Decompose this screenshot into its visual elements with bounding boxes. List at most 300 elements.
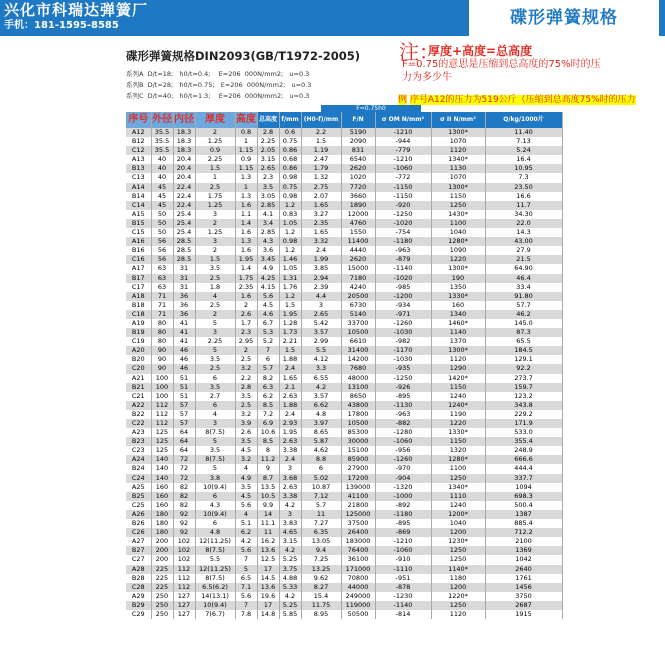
table-cell: 2.1 <box>279 383 301 392</box>
table-cell: 43.00 <box>485 237 562 246</box>
table-cell: 5.6 <box>235 546 257 555</box>
table-cell: 112 <box>151 410 173 419</box>
table-cell: -772 <box>375 173 431 182</box>
table-cell: 5.25 <box>279 601 301 610</box>
table-cell: 2 <box>195 246 235 255</box>
table-cell: 46 <box>173 346 195 355</box>
table-cell: 72 <box>173 455 195 464</box>
table-cell: 100 <box>151 392 173 401</box>
table-cell: 7720 <box>341 183 375 192</box>
table-cell: 1.15 <box>235 164 257 173</box>
table-cell: 102 <box>173 537 195 546</box>
table-cell: 48000 <box>341 374 375 383</box>
row-serial-cell: B15 <box>126 219 151 228</box>
table-cell: 225 <box>151 565 173 574</box>
row-serial-cell: A13 <box>126 155 151 164</box>
table-cell: 2.5 <box>235 401 257 410</box>
table-cell: 1340* <box>431 483 485 492</box>
table-cell: 82 <box>173 483 195 492</box>
table-cell: 8.2 <box>257 374 279 383</box>
table-cell: 885.4 <box>485 519 562 528</box>
table-cell: -944 <box>375 137 431 146</box>
table-cell: 1.19 <box>301 146 341 155</box>
table-cell: 0.68 <box>279 155 301 164</box>
company-name: 兴化市科瑞达弹簧厂 <box>4 1 149 19</box>
table-cell: 160 <box>151 501 173 510</box>
table-cell: 7.2 <box>257 410 279 419</box>
table-cell: 1.3 <box>235 173 257 182</box>
table-cell: 23.50 <box>485 183 562 192</box>
header-cell: 序号 <box>126 112 151 128</box>
table-cell: 2.63 <box>279 437 301 446</box>
table-cell: 40 <box>151 164 173 173</box>
table-cell: 249000 <box>341 592 375 601</box>
note-example <box>398 92 636 105</box>
table-cell: 5.5 <box>301 346 341 355</box>
header-cell: 内径 <box>173 112 195 128</box>
table-cell: 225 <box>151 574 173 583</box>
table-cell: 8.5 <box>257 437 279 446</box>
table-cell: 11 <box>301 510 341 519</box>
table-cell: 12000 <box>341 210 375 219</box>
table-cell: 8.8 <box>301 455 341 464</box>
table-cell: -878 <box>375 583 431 592</box>
table-cell: 70800 <box>341 574 375 583</box>
table-cell: 6730 <box>341 301 375 310</box>
table-cell: 4 <box>235 464 257 473</box>
table-cell: 1 <box>195 173 235 182</box>
note-formula: 厚度+高度=总高度 <box>428 44 533 58</box>
table-cell: 17 <box>257 601 279 610</box>
table-cell: 1042 <box>485 555 562 564</box>
table-cell: 2.75 <box>301 183 341 192</box>
row-serial-cell: B12 <box>126 137 151 146</box>
table-cell: 1.76 <box>279 283 301 292</box>
table-cell: 2.95 <box>235 337 257 346</box>
table-cell: 125 <box>151 428 173 437</box>
table-cell: 5.25 <box>279 555 301 564</box>
table-cell: 200 <box>151 555 173 564</box>
row-serial-cell: A21 <box>126 374 151 383</box>
table-cell: 4440 <box>341 246 375 255</box>
table-cell: 22.4 <box>173 183 195 192</box>
table-cell: 3.05 <box>257 192 279 201</box>
table-cell: -963 <box>375 246 431 255</box>
table-row <box>126 401 562 410</box>
table-cell: 1250 <box>431 546 485 555</box>
table-cell: 51 <box>173 383 195 392</box>
row-serial-cell: B16 <box>126 246 151 255</box>
table-cell: 5.6 <box>257 292 279 301</box>
row-serial-cell: B24 <box>126 464 151 473</box>
table-cell: 8650 <box>341 392 375 401</box>
table-cell: 34.30 <box>485 210 562 219</box>
table-cell: 2.5 <box>195 364 235 373</box>
table-cell: 1915 <box>485 610 562 619</box>
table-cell: 57 <box>173 419 195 428</box>
table-cell: 1330* <box>431 428 485 437</box>
row-serial-cell: C15 <box>126 228 151 237</box>
table-cell: 1.3 <box>235 192 257 201</box>
table-row <box>126 346 562 355</box>
table-cell: 5.5 <box>195 555 235 564</box>
table-cell: 14200 <box>341 355 375 364</box>
table-row <box>126 374 562 383</box>
table-cell: 3750 <box>485 592 562 601</box>
table-cell: 3 <box>279 464 301 473</box>
table-cell: 4.5 <box>235 492 257 501</box>
table-cell: 18.3 <box>173 128 195 137</box>
table-cell: 26400 <box>341 528 375 537</box>
row-serial-cell: C19 <box>126 337 151 346</box>
table-cell: 63 <box>151 264 173 273</box>
table-cell: 11400 <box>341 237 375 246</box>
table-cell: -920 <box>375 201 431 210</box>
table-row <box>126 565 562 574</box>
table-cell: 10(9.4) <box>195 601 235 610</box>
table-cell: 343.8 <box>485 401 562 410</box>
table-row <box>126 137 562 146</box>
table-cell: 1230* <box>431 537 485 546</box>
table-cell: 200 <box>151 546 173 555</box>
table-cell: 1200 <box>431 583 485 592</box>
row-serial-cell: B18 <box>126 301 151 310</box>
table-cell: -1110 <box>375 565 431 574</box>
table-row <box>126 583 562 592</box>
table-cell: 9.9 <box>257 501 279 510</box>
table-cell: 7180 <box>341 274 375 283</box>
row-serial-cell: C12 <box>126 146 151 155</box>
table-cell: 2.25 <box>195 155 235 164</box>
table-cell: 3.5 <box>257 183 279 192</box>
row-serial-cell: A17 <box>126 264 151 273</box>
table-cell: 3.57 <box>301 328 341 337</box>
table-cell: 698.3 <box>485 492 562 501</box>
table-cell: 6.7 <box>257 319 279 328</box>
table-cell: 250 <box>151 592 173 601</box>
table-row <box>126 219 562 228</box>
table-cell: 1.95 <box>279 428 301 437</box>
table-cell: 273.7 <box>485 374 562 383</box>
table-cell: 2.6 <box>235 428 257 437</box>
table-cell: 8.65 <box>301 428 341 437</box>
row-serial-cell: C27 <box>126 555 151 564</box>
table-cell: 0.98 <box>279 237 301 246</box>
table-cell: 57 <box>173 410 195 419</box>
table-cell: 3 <box>301 301 341 310</box>
table-cell: 2 <box>235 346 257 355</box>
table-cell: 3.15 <box>257 155 279 164</box>
table-cell: 6.2 <box>235 528 257 537</box>
table-cell: 6.2 <box>257 392 279 401</box>
table-cell: 1460* <box>431 319 485 328</box>
table-cell: 22.0 <box>485 219 562 228</box>
table-row <box>126 183 562 192</box>
table-cell: 127 <box>173 610 195 619</box>
table-cell: 1.1 <box>235 210 257 219</box>
table-cell: 2.25 <box>257 137 279 146</box>
table-cell: -1280 <box>375 428 431 437</box>
table-cell: 56 <box>151 255 173 264</box>
table-cell: 1.25 <box>195 201 235 210</box>
table-row <box>126 474 562 483</box>
table-cell: 0.98 <box>279 173 301 182</box>
table-cell: 3.5 <box>195 383 235 392</box>
table-cell: 1.99 <box>301 255 341 264</box>
table-cell: 2100 <box>485 537 562 546</box>
table-cell: 140 <box>151 474 173 483</box>
table-cell: 1130 <box>431 164 485 173</box>
table-cell: -970 <box>375 464 431 473</box>
row-serial-cell: C20 <box>126 364 151 373</box>
table-cell: 2 <box>235 301 257 310</box>
table-cell: 4.9 <box>235 474 257 483</box>
table-cell: 6.5(6.2) <box>195 583 235 592</box>
table-cell: 8.95 <box>301 610 341 619</box>
table-cell: 3.38 <box>279 492 301 501</box>
table-cell: 2.5 <box>195 274 235 283</box>
table-header-row <box>126 112 562 128</box>
table-cell: 200 <box>151 537 173 546</box>
table-cell: -1230 <box>375 592 431 601</box>
table-cell: 7.27 <box>301 519 341 528</box>
table-cell: 1.31 <box>279 274 301 283</box>
table-cell: -1180 <box>375 510 431 519</box>
row-serial-cell: B25 <box>126 492 151 501</box>
table-cell: 20.4 <box>173 155 195 164</box>
table-cell: 1250 <box>431 201 485 210</box>
table-cell: 36 <box>173 292 195 301</box>
table-cell: 22.4 <box>173 192 195 201</box>
table-cell: 3.8 <box>195 474 235 483</box>
note-label: 注： <box>399 40 439 64</box>
row-serial-cell: A14 <box>126 183 151 192</box>
table-cell: 2.3 <box>235 328 257 337</box>
table-cell: -956 <box>375 446 431 455</box>
table-cell: 8(7.5) <box>195 455 235 464</box>
table-cell: 1.73 <box>279 328 301 337</box>
table-cell: 4.2 <box>279 501 301 510</box>
table-cell: 12(11.25) <box>195 565 235 574</box>
row-serial-cell: B19 <box>126 328 151 337</box>
table-cell: -1250 <box>375 374 431 383</box>
table-cell: -1150 <box>375 183 431 192</box>
table-cell: 8(7.5) <box>195 428 235 437</box>
table-cell: 2.85 <box>257 201 279 210</box>
table-cell: 2.05 <box>257 146 279 155</box>
table-cell: 1.95 <box>235 255 257 264</box>
table-cell: 1040 <box>431 228 485 237</box>
table-cell: 3.57 <box>301 392 341 401</box>
document-title: 碟形弹簧规格DIN2093(GB/T1972-2005) <box>126 49 361 63</box>
table-cell: 71 <box>151 310 173 319</box>
table-cell: -1260 <box>375 455 431 464</box>
table-cell: 7 <box>235 555 257 564</box>
row-serial-cell: A20 <box>126 346 151 355</box>
table-cell: 3.15 <box>279 537 301 546</box>
table-cell: 7.8 <box>235 610 257 619</box>
table-cell: 1280* <box>431 455 485 464</box>
table-cell: 46.2 <box>485 310 562 319</box>
table-cell: 1140 <box>431 328 485 337</box>
table-cell: 2.4 <box>301 246 341 255</box>
row-serial-cell: B22 <box>126 410 151 419</box>
table-cell: 28.5 <box>173 255 195 264</box>
row-serial-cell: A23 <box>126 428 151 437</box>
table-cell: 82 <box>173 492 195 501</box>
table-cell: 102 <box>173 555 195 564</box>
table-cell: -895 <box>375 392 431 401</box>
table-cell: 1.6 <box>235 228 257 237</box>
table-cell: 27900 <box>341 464 375 473</box>
table-cell: 533.0 <box>485 428 562 437</box>
table-cell: 4.15 <box>257 283 279 292</box>
table-cell: 10(9.4) <box>195 510 235 519</box>
table-cell: 51 <box>173 392 195 401</box>
table-cell: 1220 <box>431 255 485 264</box>
row-serial-cell: B28 <box>126 574 151 583</box>
table-cell: 5 <box>195 437 235 446</box>
row-serial-cell: A28 <box>126 565 151 574</box>
table-cell: 180 <box>151 519 173 528</box>
table-cell: 0.83 <box>279 210 301 219</box>
table-cell: 0.75 <box>279 183 301 192</box>
table-cell: 64 <box>173 428 195 437</box>
table-cell: -935 <box>375 364 431 373</box>
table-cell: 3.5 <box>235 483 257 492</box>
table-cell: 4.2 <box>301 383 341 392</box>
table-cell: 12(11.25) <box>195 537 235 546</box>
table-cell: 1420* <box>431 374 485 383</box>
table-cell: 4.6 <box>257 310 279 319</box>
table-cell: 1.3 <box>235 237 257 246</box>
table-cell: 712.2 <box>485 528 562 537</box>
table-cell: 31400 <box>341 346 375 355</box>
table-cell: 5.7 <box>257 364 279 373</box>
table-cell: 5.6 <box>235 501 257 510</box>
table-row <box>126 364 562 373</box>
table-cell: 5.7 <box>301 501 341 510</box>
table-cell: 10500 <box>341 328 375 337</box>
table-cell: 71 <box>151 292 173 301</box>
table-cell: 87.3 <box>485 328 562 337</box>
table-row <box>126 192 562 201</box>
series-a-spec: 系列A D/t=18; h0/t=0.4; E=206 000N/mm2; u=0.3 <box>126 70 310 78</box>
table-cell: 10.5 <box>257 492 279 501</box>
table-cell: 3.4 <box>257 219 279 228</box>
table-row <box>126 383 562 392</box>
table-cell: 17 <box>257 565 279 574</box>
table-cell: 1.2 <box>279 201 301 210</box>
table-cell: 1.5 <box>301 137 341 146</box>
table-cell: 27.9 <box>485 246 562 255</box>
table-cell: 4 <box>195 292 235 301</box>
table-cell: 64 <box>173 437 195 446</box>
table-cell: 17800 <box>341 410 375 419</box>
table-cell: 3 <box>279 510 301 519</box>
table-cell: 18.3 <box>173 137 195 146</box>
table-cell: 6 <box>195 374 235 383</box>
table-row <box>126 128 562 137</box>
table-cell: 160 <box>151 483 173 492</box>
table-cell: 72 <box>173 474 195 483</box>
table-row <box>126 210 562 219</box>
table-cell: 11.7 <box>485 201 562 210</box>
table-cell: 57.7 <box>485 301 562 310</box>
row-serial-cell: A24 <box>126 455 151 464</box>
row-serial-cell: B13 <box>126 164 151 173</box>
table-cell: 139000 <box>341 483 375 492</box>
table-cell: 1.15 <box>235 146 257 155</box>
table-cell: 2.2 <box>301 128 341 137</box>
table-cell: 248.9 <box>485 446 562 455</box>
table-cell: 7(6.7) <box>195 610 235 619</box>
table-cell: 9.62 <box>301 574 341 583</box>
table-cell: 2.2 <box>235 374 257 383</box>
table-cell: 1550 <box>341 228 375 237</box>
table-cell: 1.65 <box>301 201 341 210</box>
table-row <box>126 419 562 428</box>
row-serial-cell: B21 <box>126 383 151 392</box>
table-cell: -1170 <box>375 346 431 355</box>
table-cell: 1070 <box>431 173 485 182</box>
table-row <box>126 255 562 264</box>
table-cell: 4.9 <box>257 264 279 273</box>
table-cell: 2.5 <box>195 301 235 310</box>
table-cell: 15100 <box>341 446 375 455</box>
table-cell: -971 <box>375 310 431 319</box>
table-cell: 2.63 <box>279 483 301 492</box>
table-cell: 2.99 <box>301 337 341 346</box>
table-cell: -934 <box>375 301 431 310</box>
table-cell: 10.87 <box>301 483 341 492</box>
table-row <box>126 437 562 446</box>
table-cell: 4240 <box>341 283 375 292</box>
table-cell: 1120 <box>431 355 485 364</box>
table-cell: 1.2 <box>279 292 301 301</box>
header-cell: f/mm <box>279 112 301 128</box>
table-cell: 50500 <box>341 610 375 619</box>
table-cell: 31 <box>173 264 195 273</box>
table-cell: 3.3 <box>301 364 341 373</box>
table-cell: 2640 <box>485 565 562 574</box>
table-cell: 11.1 <box>257 519 279 528</box>
table-cell: 180 <box>151 528 173 537</box>
table-cell: -1060 <box>375 437 431 446</box>
table-cell: 7 <box>235 601 257 610</box>
table-cell: 50 <box>151 210 173 219</box>
table-cell: 183000 <box>341 537 375 546</box>
table-row <box>126 592 562 601</box>
table-row <box>126 246 562 255</box>
table-cell: -1210 <box>375 128 431 137</box>
table-cell: 4.8 <box>195 528 235 537</box>
table-cell: 1240 <box>431 501 485 510</box>
table-cell: 1094 <box>485 483 562 492</box>
table-cell: -869 <box>375 528 431 537</box>
table-cell: 102 <box>173 546 195 555</box>
table-cell: 5.3 <box>257 328 279 337</box>
note-explanation: F=0.75的意思是压缩到总高度的75%时的压力为多少牛 <box>402 59 601 83</box>
table-cell: 2.65 <box>257 164 279 173</box>
table-cell: 10.95 <box>485 164 562 173</box>
table-cell: 92 <box>173 519 195 528</box>
table-cell: 125000 <box>341 510 375 519</box>
table-cell: 57 <box>173 401 195 410</box>
table-cell: -1030 <box>375 328 431 337</box>
table-cell: 10500 <box>341 419 375 428</box>
table-cell: 21.5 <box>485 255 562 264</box>
